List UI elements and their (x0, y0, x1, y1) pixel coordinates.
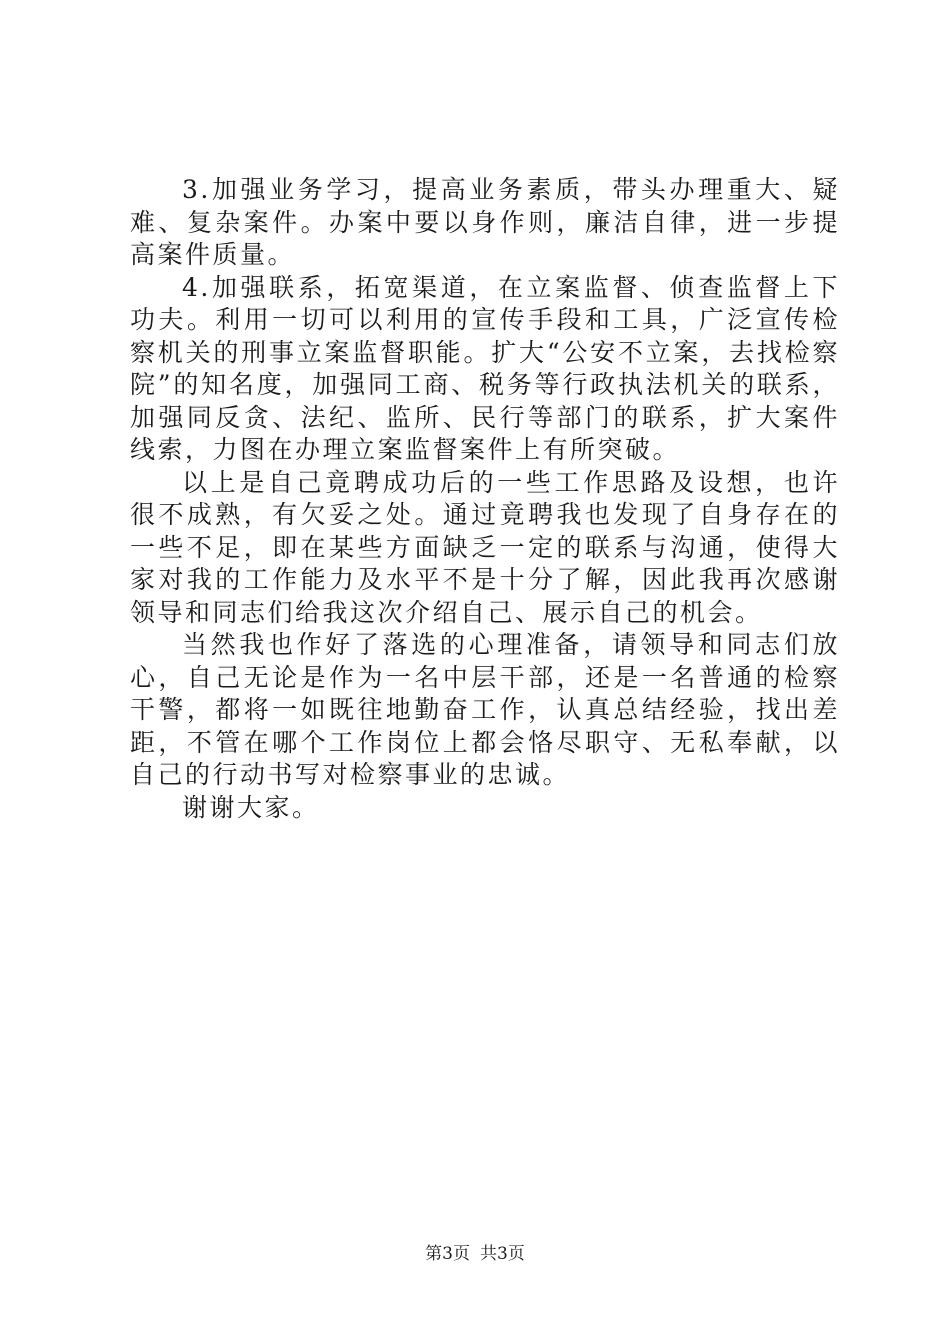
page-number: 第3页 (425, 1244, 470, 1264)
document-body (130, 174, 840, 824)
paragraph-item-3: 3.加强业务学习，提高业务素质，带头办理重大、疑难、复杂案件。办案中要以身作则，廉洁自律，进一步提高案件质量。 (130, 175, 840, 269)
paragraph-closing: 当然我也作好了落选的心理准备，请领导和同志们放心，自己无论是作为一名中层干部，还是一名普通的检察干警，都将一如既往地勤奋工作，认真总结经验，找出差距，不管在哪个工作岗位上都会恪尽职守、无私奉献，以自己的行动书写对检察事业的忠诚。 (130, 630, 840, 789)
page-footer (0, 1242, 950, 1266)
page-count: 共3页 (480, 1244, 525, 1264)
paragraph-summary: 以上是自己竟聘成功后的一些工作思路及设想，也许很不成熟，有欠妥之处。通过竟聘我也发现了自身存在的一些不足，即在某些方面缺乏一定的联系与沟通，使得大家对我的工作能力及水平不是十分了解，因此我再次感谢领导和同志们给我这次介绍自己、展示自己的机会。 (130, 467, 840, 627)
paragraph-item-4: 4.加强联系，拓宽渠道，在立案监督、侦查监督上下功夫。利用一切可以利用的宣传手段和工具，广泛宣传检察机关的刑事立案监督职能。扩大“公安不立案，去找检察院”的知名度，加强同工商、税务等行政执法机关的联系，加强同反贪、法纪、监所、民行等部门的联系，扩大案件线索，力图在办理立案监督案件上有所突破。 (130, 272, 840, 464)
paragraph-thanks: 谢谢大家。 (182, 792, 320, 822)
